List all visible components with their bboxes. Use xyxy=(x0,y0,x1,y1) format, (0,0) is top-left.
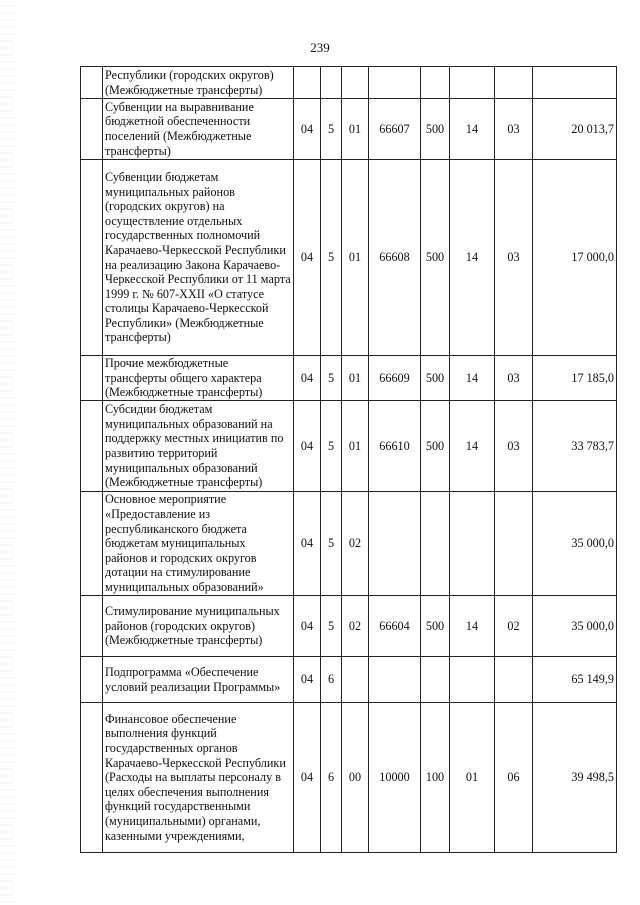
cell-program: 04 xyxy=(294,356,321,401)
page-number: 239 xyxy=(310,40,330,55)
table-row xyxy=(81,99,617,160)
row-name: Финансовое обеспечение выполнения функций государственных органов Карачаево-Черкесской Республики (Расходы на выплаты персоналу в целях обеспечения выполнения функций государственными (муниципальными) органами, казенными учреждениями, xyxy=(103,703,294,853)
cell-subprogram: 5 xyxy=(321,401,342,492)
table-row xyxy=(81,401,617,492)
cell-direction: 66604 xyxy=(369,596,421,657)
cell-expense-type xyxy=(421,492,450,596)
cell-subsection: 03 xyxy=(495,99,533,160)
cell-subsection xyxy=(495,67,533,99)
cell-activity: 02 xyxy=(342,492,369,596)
table-row xyxy=(81,596,617,657)
cell-activity: 02 xyxy=(342,596,369,657)
cell-subsection: 02 xyxy=(495,596,533,657)
cell-subsection: 03 xyxy=(495,401,533,492)
row-name: Стимулирование муниципальных районов (городских округов) (Межбюджетные трансферты) xyxy=(103,596,294,657)
cell-expense-type: 500 xyxy=(421,160,450,356)
cell-activity xyxy=(342,67,369,99)
row-number-cell xyxy=(81,703,103,853)
cell-direction: 66608 xyxy=(369,160,421,356)
cell-direction: 66607 xyxy=(369,99,421,160)
row-number-cell xyxy=(81,596,103,657)
cell-program: 04 xyxy=(294,596,321,657)
cell-amount: 17 185,0 xyxy=(533,356,617,401)
row-number-cell xyxy=(81,160,103,356)
cell-section: 01 xyxy=(450,703,495,853)
cell-subprogram xyxy=(321,67,342,99)
cell-subprogram: 6 xyxy=(321,703,342,853)
row-name: Основное мероприятие «Предоставление из республиканского бюджета бюджетам муниципальных районов и городских округов дотации на стимулирование муниципальных образований» xyxy=(103,492,294,596)
cell-expense-type xyxy=(421,67,450,99)
cell-subsection: 03 xyxy=(495,356,533,401)
cell-direction xyxy=(369,67,421,99)
table-row xyxy=(81,160,617,356)
cell-expense-type: 500 xyxy=(421,99,450,160)
cell-direction: 10000 xyxy=(369,703,421,853)
cell-section: 14 xyxy=(450,596,495,657)
cell-amount: 17 000,0 xyxy=(533,160,617,356)
row-number-cell xyxy=(81,67,103,99)
cell-subprogram: 5 xyxy=(321,99,342,160)
cell-amount: 35 000,0 xyxy=(533,492,617,596)
cell-program: 04 xyxy=(294,703,321,853)
row-number-cell xyxy=(81,401,103,492)
cell-section: 14 xyxy=(450,356,495,401)
cell-amount: 35 000,0 xyxy=(533,596,617,657)
cell-subsection: 03 xyxy=(495,160,533,356)
cell-direction: 66609 xyxy=(369,356,421,401)
cell-activity: 01 xyxy=(342,401,369,492)
cell-activity: 01 xyxy=(342,99,369,160)
budget-table xyxy=(80,66,617,853)
cell-section xyxy=(450,492,495,596)
table-row xyxy=(81,67,617,99)
cell-subprogram: 5 xyxy=(321,160,342,356)
cell-program xyxy=(294,67,321,99)
cell-subprogram: 6 xyxy=(321,657,342,703)
row-name: Субсидии бюджетам муниципальных образований на поддержку местных инициатив по развитию территорий муниципальных образований (Межбюджетные трансферты) xyxy=(103,401,294,492)
cell-activity: 01 xyxy=(342,160,369,356)
cell-section: 14 xyxy=(450,160,495,356)
row-name: Субвенции бюджетам муниципальных районов (городских округов) на осуществление отдельных государственных полномочий Карачаево-Черкесской Республики на реализацию Закона Карачаево-Черкесской Республики от 11 марта 1999 г. № 607-XXII «О статусе столицы Карачаево-Черкесской Республики» (Межбюджетные трансферты) xyxy=(103,160,294,356)
cell-program: 04 xyxy=(294,492,321,596)
cell-activity: 00 xyxy=(342,703,369,853)
cell-subsection: 06 xyxy=(495,703,533,853)
cell-amount xyxy=(533,67,617,99)
table-row xyxy=(81,703,617,853)
row-number-cell xyxy=(81,99,103,160)
cell-direction xyxy=(369,492,421,596)
cell-section xyxy=(450,67,495,99)
table-row xyxy=(81,492,617,596)
cell-expense-type xyxy=(421,657,450,703)
row-name: Прочие межбюджетные трансферты общего характера (Межбюджетные трансферты) xyxy=(103,356,294,401)
cell-subsection xyxy=(495,657,533,703)
cell-subprogram: 5 xyxy=(321,492,342,596)
row-number-cell xyxy=(81,492,103,596)
cell-program: 04 xyxy=(294,99,321,160)
cell-program: 04 xyxy=(294,401,321,492)
cell-direction: 66610 xyxy=(369,401,421,492)
cell-section xyxy=(450,657,495,703)
cell-subsection xyxy=(495,492,533,596)
cell-expense-type: 500 xyxy=(421,356,450,401)
cell-activity: 01 xyxy=(342,356,369,401)
row-name: Субвенции на выравнивание бюджетной обеспеченности поселений (Межбюджетные трансферты) xyxy=(103,99,294,160)
cell-amount: 65 149,9 xyxy=(533,657,617,703)
cell-amount: 20 013,7 xyxy=(533,99,617,160)
cell-subprogram: 5 xyxy=(321,356,342,401)
cell-expense-type: 500 xyxy=(421,401,450,492)
cell-activity xyxy=(342,657,369,703)
row-name: Республики (городских округов) (Межбюджетные трансферты) xyxy=(103,67,294,99)
cell-direction xyxy=(369,657,421,703)
row-number-cell xyxy=(81,657,103,703)
table-row xyxy=(81,356,617,401)
table-row xyxy=(81,657,617,703)
row-number-cell xyxy=(81,356,103,401)
cell-program: 04 xyxy=(294,657,321,703)
cell-section: 14 xyxy=(450,401,495,492)
cell-section: 14 xyxy=(450,99,495,160)
cell-amount: 39 498,5 xyxy=(533,703,617,853)
cell-program: 04 xyxy=(294,160,321,356)
scan-edge-artifact xyxy=(0,0,14,905)
cell-expense-type: 500 xyxy=(421,596,450,657)
cell-subprogram: 5 xyxy=(321,596,342,657)
cell-expense-type: 100 xyxy=(421,703,450,853)
cell-amount: 33 783,7 xyxy=(533,401,617,492)
row-name: Подпрограмма «Обеспечение условий реализации Программы» xyxy=(103,657,294,703)
